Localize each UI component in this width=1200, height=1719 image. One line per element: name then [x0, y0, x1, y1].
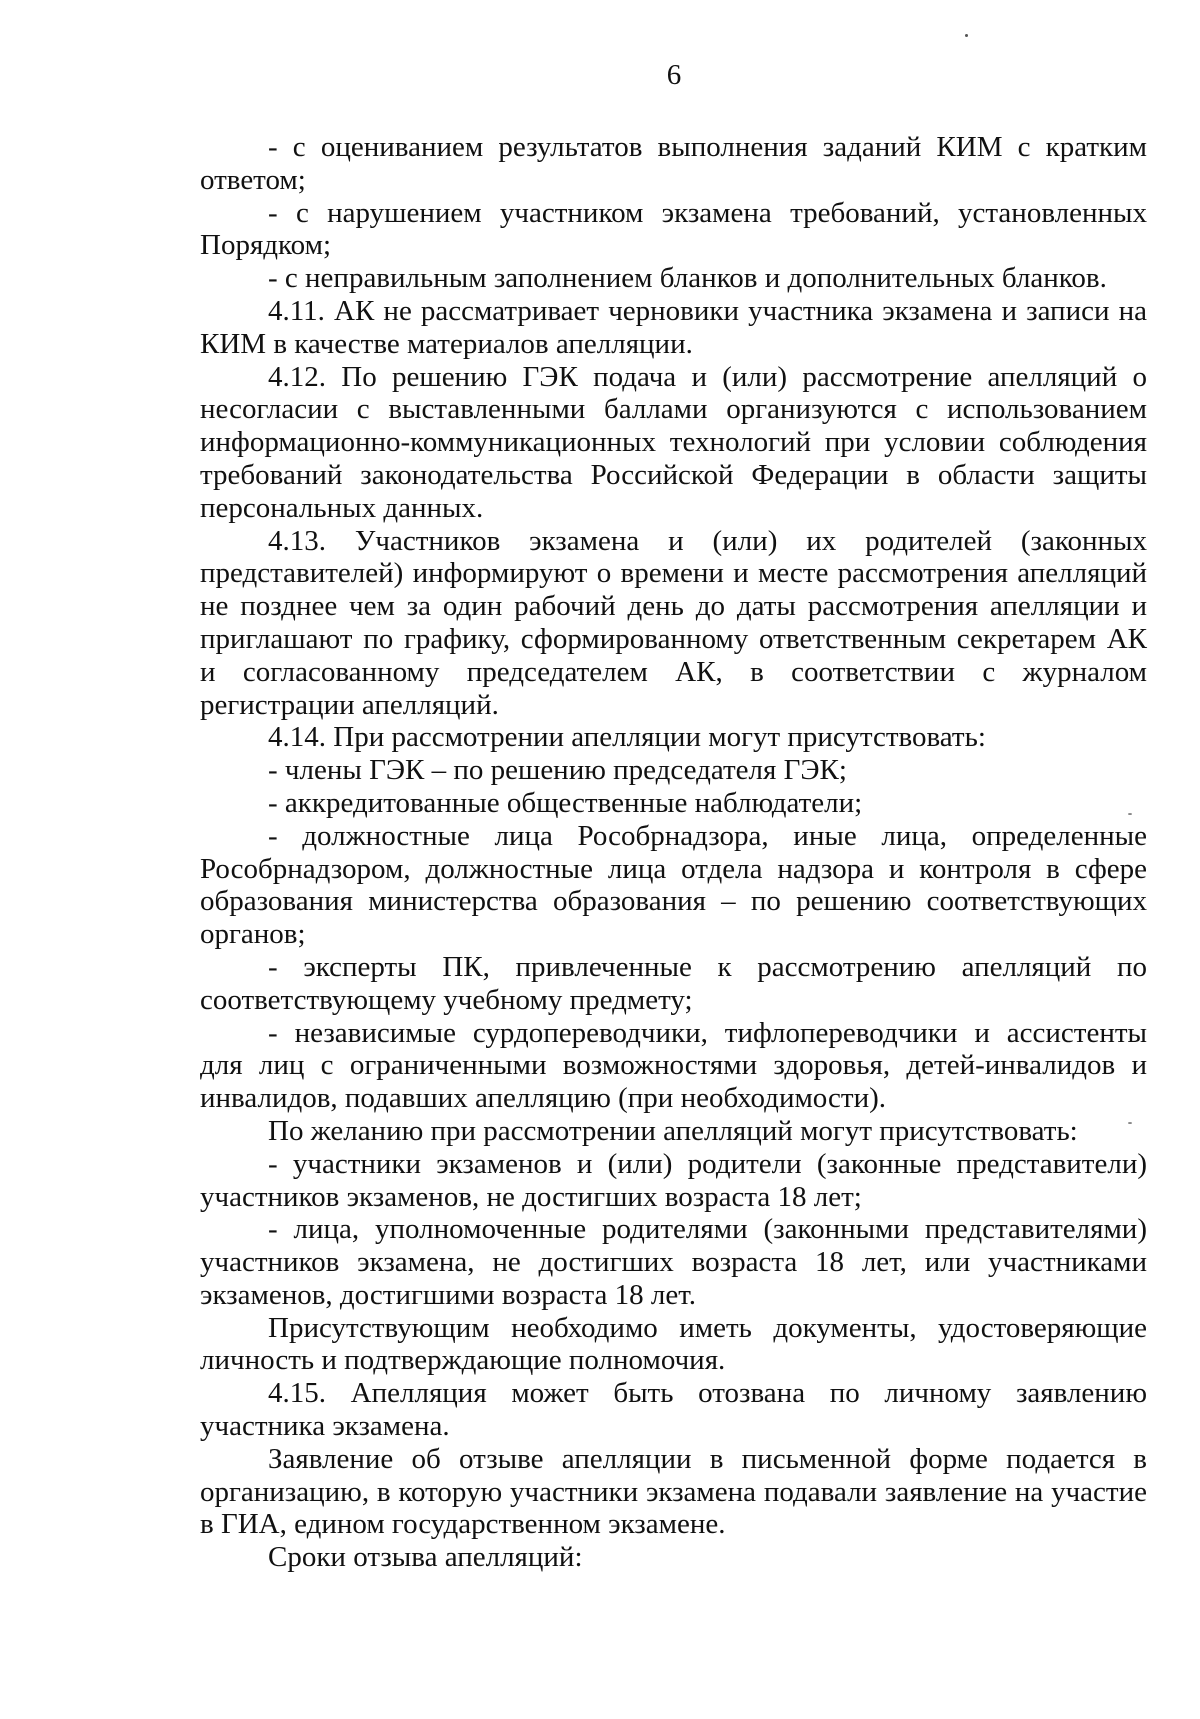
section-4-13: 4.13. Участников экзамена и (или) их родителей (законных представителей) информируют о времени и месте рассмотрения апелляций не позднее чем за один рабочий день до даты рассмотрения апелляции и приглашают по графику, сформированному ответственным секретарем АК и согласованному председателем АК, в соответствии с журналом регистрации апелляций.: [200, 524, 1147, 721]
withdrawal-statement: Заявление об отзыве апелляции в письменной форме подается в организацию, в которую участники экзамена подавали заявление на участие в ГИА, едином государственном экзамене.: [200, 1442, 1147, 1541]
scan-speck: [1128, 813, 1132, 815]
scan-speck: [965, 34, 968, 37]
section-4-11: 4.11. АК не рассматривает черновики участника экзамена и записи на КИМ в качестве материалов апелляции.: [200, 294, 1147, 360]
document-body: [200, 131, 1147, 1574]
withdrawal-deadlines-heading: Сроки отзыва апелляций:: [268, 1541, 583, 1574]
section-4-12: 4.12. По решению ГЭК подача и (или) рассмотрение апелляций о несогласии с выставленными баллами организуются с использованием информационно-коммуникационных технологий при условии соблюдения требований законодательства Российской Федерации в области защиты персональных данных.: [200, 360, 1147, 524]
attendee-item-observers: - аккредитованные общественные наблюдатели;: [268, 786, 863, 819]
optional-attendee-item-authorized: - лица, уполномоченные родителями (законными представителями) участников экзамена, не достигших возраста 18 лет, или участниками экзаменов, достигшими возраста 18 лет.: [200, 1213, 1147, 1311]
optional-attendee-item-participants: - участники экзаменов и (или) родители (законные представители) участников экзаменов, не достигших возраста 18 лет;: [200, 1147, 1147, 1213]
scan-speck: [1128, 1122, 1132, 1124]
paragraph-item-bullet-forms: - с неправильным заполнением бланков и дополнительных бланков.: [268, 262, 1107, 295]
attendee-item-experts: - эксперты ПК, привлеченные к рассмотрению апелляций по соответствующему учебному предмету;: [200, 950, 1147, 1016]
optional-attendees-intro: По желанию при рассмотрении апелляций могут присутствовать:: [268, 1114, 1078, 1147]
section-4-15: 4.15. Апелляция может быть отозвана по личному заявлению участника экзамена.: [200, 1377, 1147, 1443]
paragraph-item-bullet-violation: - с нарушением участником экзамена требований, установленных Порядком;: [200, 196, 1147, 262]
attendee-item-gek-members: - члены ГЭК – по решению председателя ГЭК;: [268, 754, 847, 787]
page-number: 6: [666, 59, 682, 91]
attendee-item-officials: - должностные лица Рособрнадзора, иные лица, определенные Рособрнадзором, должностные лица отдела надзора и контроля в сфере образования министерства образования – по решению соответствующих органов;: [200, 819, 1147, 951]
attendee-item-interpreters: - независимые сурдопереводчики, тифлопереводчики и ассистенты для лиц с ограниченными возможностями здоровья, детей-инвалидов и инвалидов, подавших апелляцию (при необходимости).: [200, 1016, 1147, 1115]
paragraph-item-bullet-short-answer: - с оцениванием результатов выполнения заданий КИМ с кратким ответом;: [200, 131, 1147, 196]
section-4-14: 4.14. При рассмотрении апелляции могут присутствовать:: [268, 721, 986, 754]
documents-requirement: Присутствующим необходимо иметь документы, удостоверяющие личность и подтверждающие полномочия.: [200, 1311, 1147, 1377]
